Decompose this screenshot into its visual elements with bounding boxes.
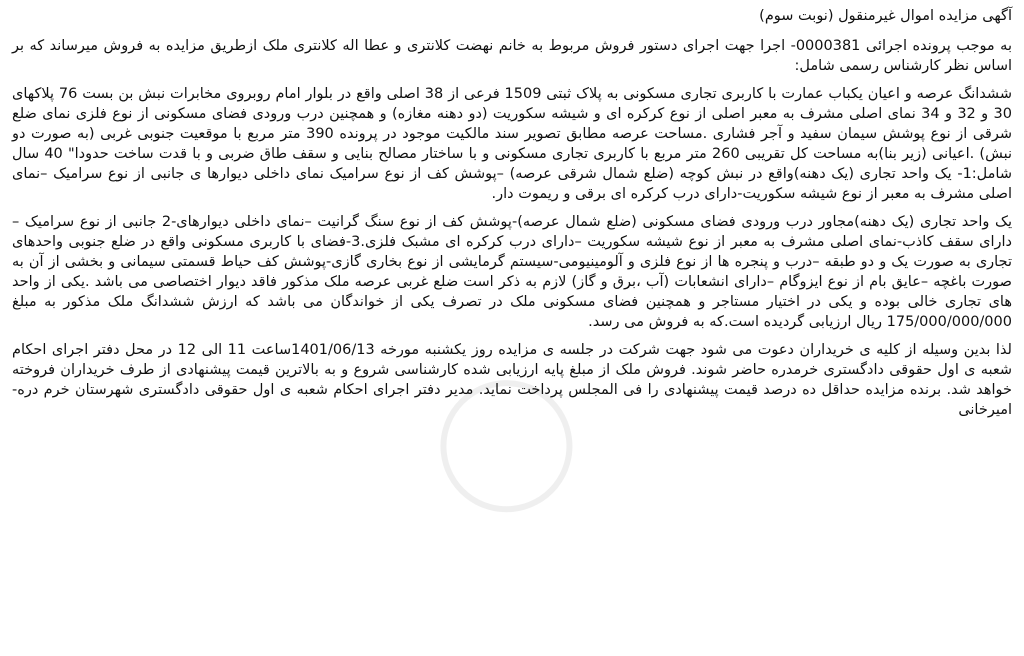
notice-paragraph-units: یک واحد تجاری (یک دهنه)مجاور درب ورودی فضای مسکونی (ضلع شمال عرصه)-پوشش کف از نوع سنگ گرانیت –نمای داخلی دیوارهای-2 جانبی از نوع سرامیک –دارای سقف کاذب-نمای اصلی مشرف به معبر از نوع شیشه سکوریت –دارای درب کرکره ای مشبک فلزی.3-فضای با کاربری مسکونی واقع در ضلع جنوبی واحدهای تجاری به صورت یک و دو طبقه –درب و پنجره ها از نوع فلزی و آلومینیومی-سیستم گرمایشی از نوع بخاری گازی-پوشش کف حیاط قسمتی سیمانی و بخشی از آن به صورت باغچه –عایق بام از نوع ایزوگام –دارای انشعابات (آب ،برق و گاز) لازم به ذکر است ضلع غربی عرصه ملک مذکور فاقد دیوار اختصاصی می باشد .یکی از واحد های تجاری خالی بوده و یکی در اختیار مستاجر و همچنین فضای مسکونی ملک در تصرف یکی از خواندگان می باشد که ارزش ششدانگ ملک مذکور به مبلغ 175/000/000/000 ریال ارزیابی گردیده است.که به فروش می رسد. <box>12 214 1012 330</box>
notice-paragraph-invitation: لذا بدین وسیله از کلیه ی خریداران دعوت می شود جهت شرکت در جلسه ی مزایده روز یکشنبه مورخه 1401/06/13ساعت 11 الی 12 در محل دفتر اجرای احکام شعبه ی اول حقوقی دادگستری خرمدره حاضر شوند. فروش ملک از مبلغ پایه ارزیابی شده کارشناسی شروع و به بالاترین قیمت پیشنهادی از طرف خریداران فروخته خواهد شد. برنده مزایده حداقل ده درصد قیمت پیشنهادی را فی المجلس پرداخت نماید. مدیر دفتر اجرای احکام شعبه ی اول حقوقی دادگستری شهرستان خرم دره-امیرخانی <box>12 342 1012 418</box>
notice-paragraph-property: ششدانگ عرصه و اعیان یکباب عمارت با کاربری تجاری مسکونی به پلاک ثبتی 1509 فرعی از 38 اصلی واقع در بلوار امام روبروی مخابرات نبش بن بست 76 پلاکهای 30 و 32 و 34 نمای اصلی مشرف به معبر اصلی از نوع کرکره ای و شیشه سکوریت (دو دهنه مغازه) و همچنین درب ورودی فضای مسکونی از نوع فلزی نمای ضلع شرقی از نوع پوشش سیمان سفید و آجر فشاری .مساحت عرصه مطابق تصویر سند مالکیت موجود در پرونده 390 متر مربع با موقعیت جنوبی غربی (به صورت دو نبش) .اعیانی (زیر بنا)به مساحت کل تقریبی 260 متر مربع با کاربری تجاری مسکونی و با ساختار مصالح بنایی و سقف طاق ضربی و با قدت ساخت حدودا" 40 سال شامل:1- یک واحد تجاری (یک دهنه)واقع در نبش کوچه (ضلع شمال شرقی عرصه) –پوشش کف از نوع سرامیک نمای داخلی دیوارها ی جانبی از نوع سرامیک –نمای اصلی مشرف به معبر از نوع شیشه سکوریت-دارای درب کرکره ای برقی و ریموت دار. <box>12 86 1012 202</box>
auction-notice <box>12 6 1012 428</box>
notice-paragraph-intro: به موجب پرونده اجرائی 0000381- اجرا جهت اجرای دستور فروش مربوط به خانم نهضت کلانتری و عطا اله کلانتری ملک ازطریق مزایده به فروش میرساند که بر اساس نظر کارشناس رسمی شامل: <box>12 38 1012 74</box>
notice-title: آگهی مزایده اموال غیرمنقول (نوبت سوم) <box>759 8 1012 24</box>
